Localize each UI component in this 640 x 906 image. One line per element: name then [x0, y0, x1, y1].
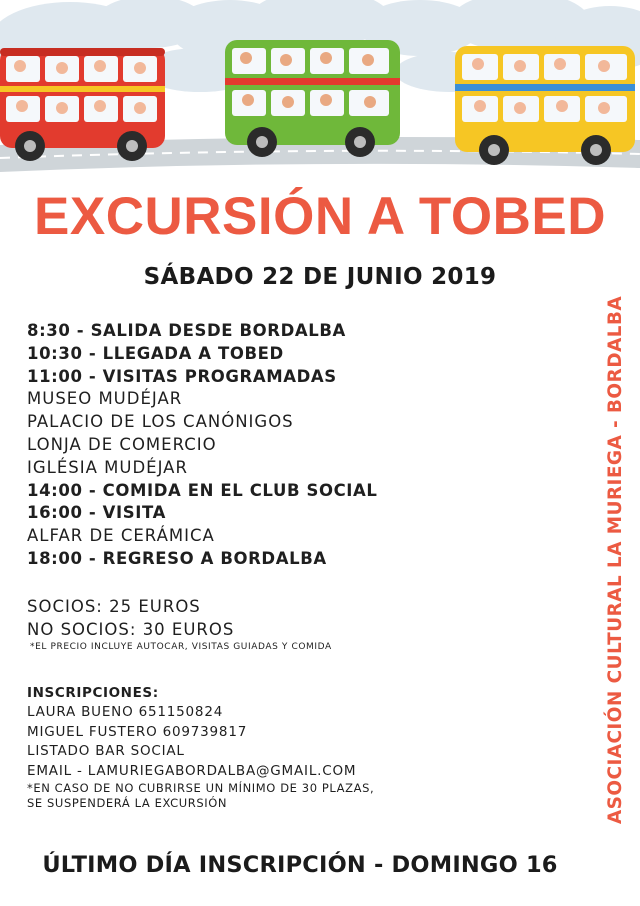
registration-place: LISTADO BAR SOCIAL — [27, 743, 185, 759]
non-members-price: NO SOCIOS: 30 EUROS — [27, 619, 235, 639]
deadline-footer: ÚLTIMO DÍA INSCRIPCIÓN - DOMINGO 16 — [42, 852, 558, 878]
schedule-item: 18:00 - REGRESO A BORDALBA — [27, 548, 327, 568]
registration-heading: INSCRIPCIONES: — [27, 685, 159, 701]
registration-email: EMAIL - LAMURIEGABORDALBA@GMAIL.COM — [27, 762, 357, 779]
minimum-note: *EN CASO DE NO CUBRIRSE UN MÍNIMO DE 30 PLAZAS, — [27, 781, 375, 795]
schedule-item: MUSEO MUDÉJAR — [27, 389, 183, 409]
page-title: EXCURSIÓN A TOBED — [34, 187, 606, 246]
contact-laura: LAURA BUENO 651150824 — [27, 704, 224, 720]
green-bus-icon — [225, 40, 400, 157]
schedule-item: PALACIO DE LOS CANÓNIGOS — [27, 412, 294, 432]
schedule-item: IGLÉSIA MUDÉJAR — [27, 457, 188, 477]
schedule-item: 11:00 - VISITAS PROGRAMADAS — [27, 366, 337, 386]
members-price: SOCIOS: 25 EUROS — [27, 597, 201, 616]
schedule-item: 14:00 - COMIDA EN EL CLUB SOCIAL — [27, 480, 378, 500]
schedule-item: 8:30 - SALIDA DESDE BORDALBA — [27, 321, 346, 340]
minimum-note-2: SE SUSPENDERÁ LA EXCURSIÓN — [27, 796, 228, 810]
registration — [27, 683, 374, 811]
prices — [27, 596, 332, 653]
schedule-item: LONJA DE COMERCIO — [27, 434, 217, 454]
schedule-item: ALFAR DE CERÁMICA — [27, 526, 215, 546]
header-illustration — [0, 0, 640, 185]
contact-miguel: MIGUEL FUSTERO 609739817 — [27, 723, 248, 740]
schedule — [27, 320, 378, 571]
yellow-bus-icon — [455, 46, 635, 165]
event-date: SÁBADO 22 DE JUNIO 2019 — [143, 264, 497, 290]
schedule-item: 16:00 - VISITA — [27, 503, 166, 523]
red-bus-icon — [0, 48, 165, 161]
organizer-side-text: ASOCIACIÓN CULTURAL LA MURIEGA - BORDALBA — [605, 295, 626, 825]
schedule-item: 10:30 - LLEGADA A TOBED — [27, 343, 284, 363]
price-note: *EL PRECIO INCLUYE AUTOCAR, VISITAS GUIADAS Y COMIDA — [30, 642, 332, 652]
